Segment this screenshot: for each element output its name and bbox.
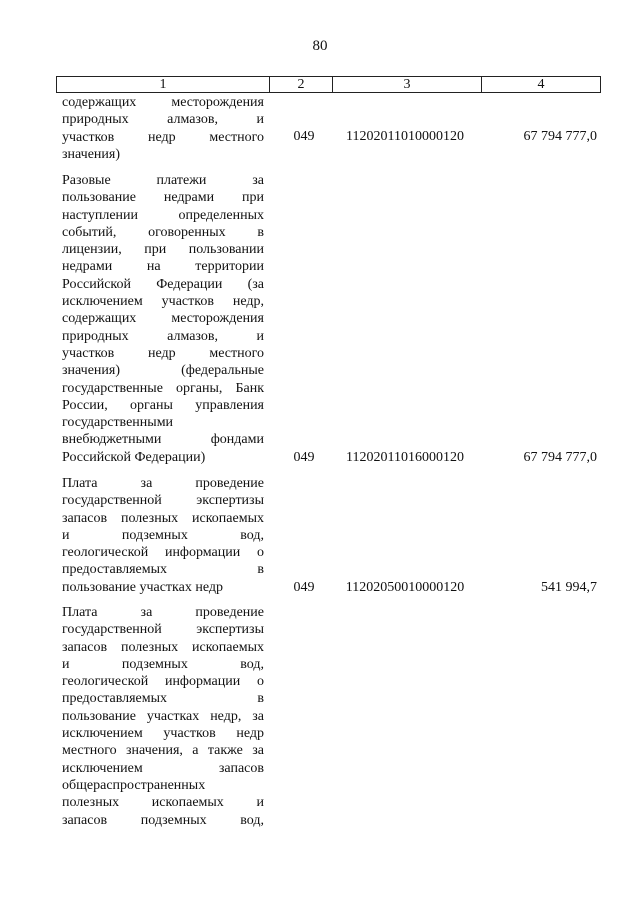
row-description bbox=[62, 475, 264, 596]
amount: 67 794 777,0 bbox=[523, 129, 597, 144]
description-line: запасов подземных вод, bbox=[62, 812, 264, 828]
description-line: Российской Федерации) bbox=[62, 449, 206, 465]
description-line: внебюджетными фондами bbox=[62, 432, 264, 448]
description-line: наступлении определенных bbox=[62, 207, 264, 223]
description-line: событий, оговоренных в bbox=[62, 224, 264, 240]
description-line: предоставляемых в bbox=[62, 562, 264, 578]
description-line: исключением участков недр, bbox=[62, 294, 264, 310]
description-line: государственные органы, Банк bbox=[62, 380, 264, 396]
description-line: исключением запасов bbox=[62, 760, 264, 776]
description-line: содержащих месторождения bbox=[62, 95, 264, 110]
description-line: запасов полезных ископаемых bbox=[62, 639, 264, 655]
budget-code: 11202011010000120 bbox=[346, 129, 464, 144]
description-line: исключением участков недр bbox=[62, 726, 264, 742]
row-description bbox=[62, 172, 264, 466]
description-line: геологической информации о bbox=[62, 545, 264, 561]
description-line: участков недр местного bbox=[62, 129, 264, 145]
description-line: геологической информации о bbox=[62, 674, 264, 690]
description-line: государственной экспертизы bbox=[62, 493, 264, 509]
description-line: значения) bbox=[62, 146, 121, 162]
description-line: местного значения, а также за bbox=[62, 743, 264, 759]
budget-code: 11202050010000120 bbox=[345, 580, 465, 595]
column-header-3: 3 bbox=[333, 77, 482, 93]
description-line: природных алмазов, и bbox=[62, 112, 264, 128]
row-description bbox=[62, 94, 264, 163]
description-line: пользование участках недр bbox=[62, 579, 223, 595]
column-header-4: 4 bbox=[482, 77, 601, 93]
description-line: участков недр местного bbox=[62, 345, 264, 361]
column-header-table bbox=[56, 76, 601, 93]
description-line: пользование недрами при bbox=[62, 190, 264, 206]
column-header-2: 2 bbox=[270, 77, 333, 93]
description-line: Плата за проведение bbox=[62, 605, 264, 620]
description-line: недрами на территории bbox=[62, 259, 264, 275]
admin-code: 049 bbox=[293, 129, 315, 144]
description-line: государственной экспертизы bbox=[62, 622, 264, 638]
description-line: лицензии, при пользовании bbox=[62, 242, 264, 258]
admin-code: 049 bbox=[293, 450, 315, 465]
admin-code: 049 bbox=[293, 580, 315, 595]
description-line: запасов полезных ископаемых bbox=[62, 510, 264, 526]
column-header-row bbox=[57, 77, 601, 93]
description-line: России, органы управления bbox=[62, 397, 264, 413]
amount: 67 794 777,0 bbox=[523, 450, 597, 465]
description-line: государственными bbox=[62, 415, 174, 431]
row-description bbox=[62, 604, 264, 829]
page-number: 80 bbox=[312, 38, 328, 54]
description-line: предоставляемых в bbox=[62, 691, 264, 707]
column-header-1: 1 bbox=[57, 77, 270, 93]
description-line: содержащих месторождения bbox=[62, 311, 264, 327]
amount: 541 994,7 bbox=[541, 580, 597, 595]
description-line: полезных ископаемых и bbox=[62, 795, 264, 811]
description-line: природных алмазов, и bbox=[62, 328, 264, 344]
budget-code: 11202011016000120 bbox=[346, 450, 464, 465]
description-line: Разовые платежи за bbox=[62, 173, 264, 188]
description-line: Плата за проведение bbox=[62, 476, 264, 491]
description-line: пользование участках недр, за bbox=[62, 708, 264, 724]
description-line: общераспространенных bbox=[62, 777, 206, 793]
description-line: и подземных вод, bbox=[62, 656, 264, 672]
description-line: Российской Федерации (за bbox=[62, 276, 264, 292]
description-line: значения) (федеральные bbox=[62, 363, 264, 379]
description-line: и подземных вод, bbox=[62, 527, 264, 543]
